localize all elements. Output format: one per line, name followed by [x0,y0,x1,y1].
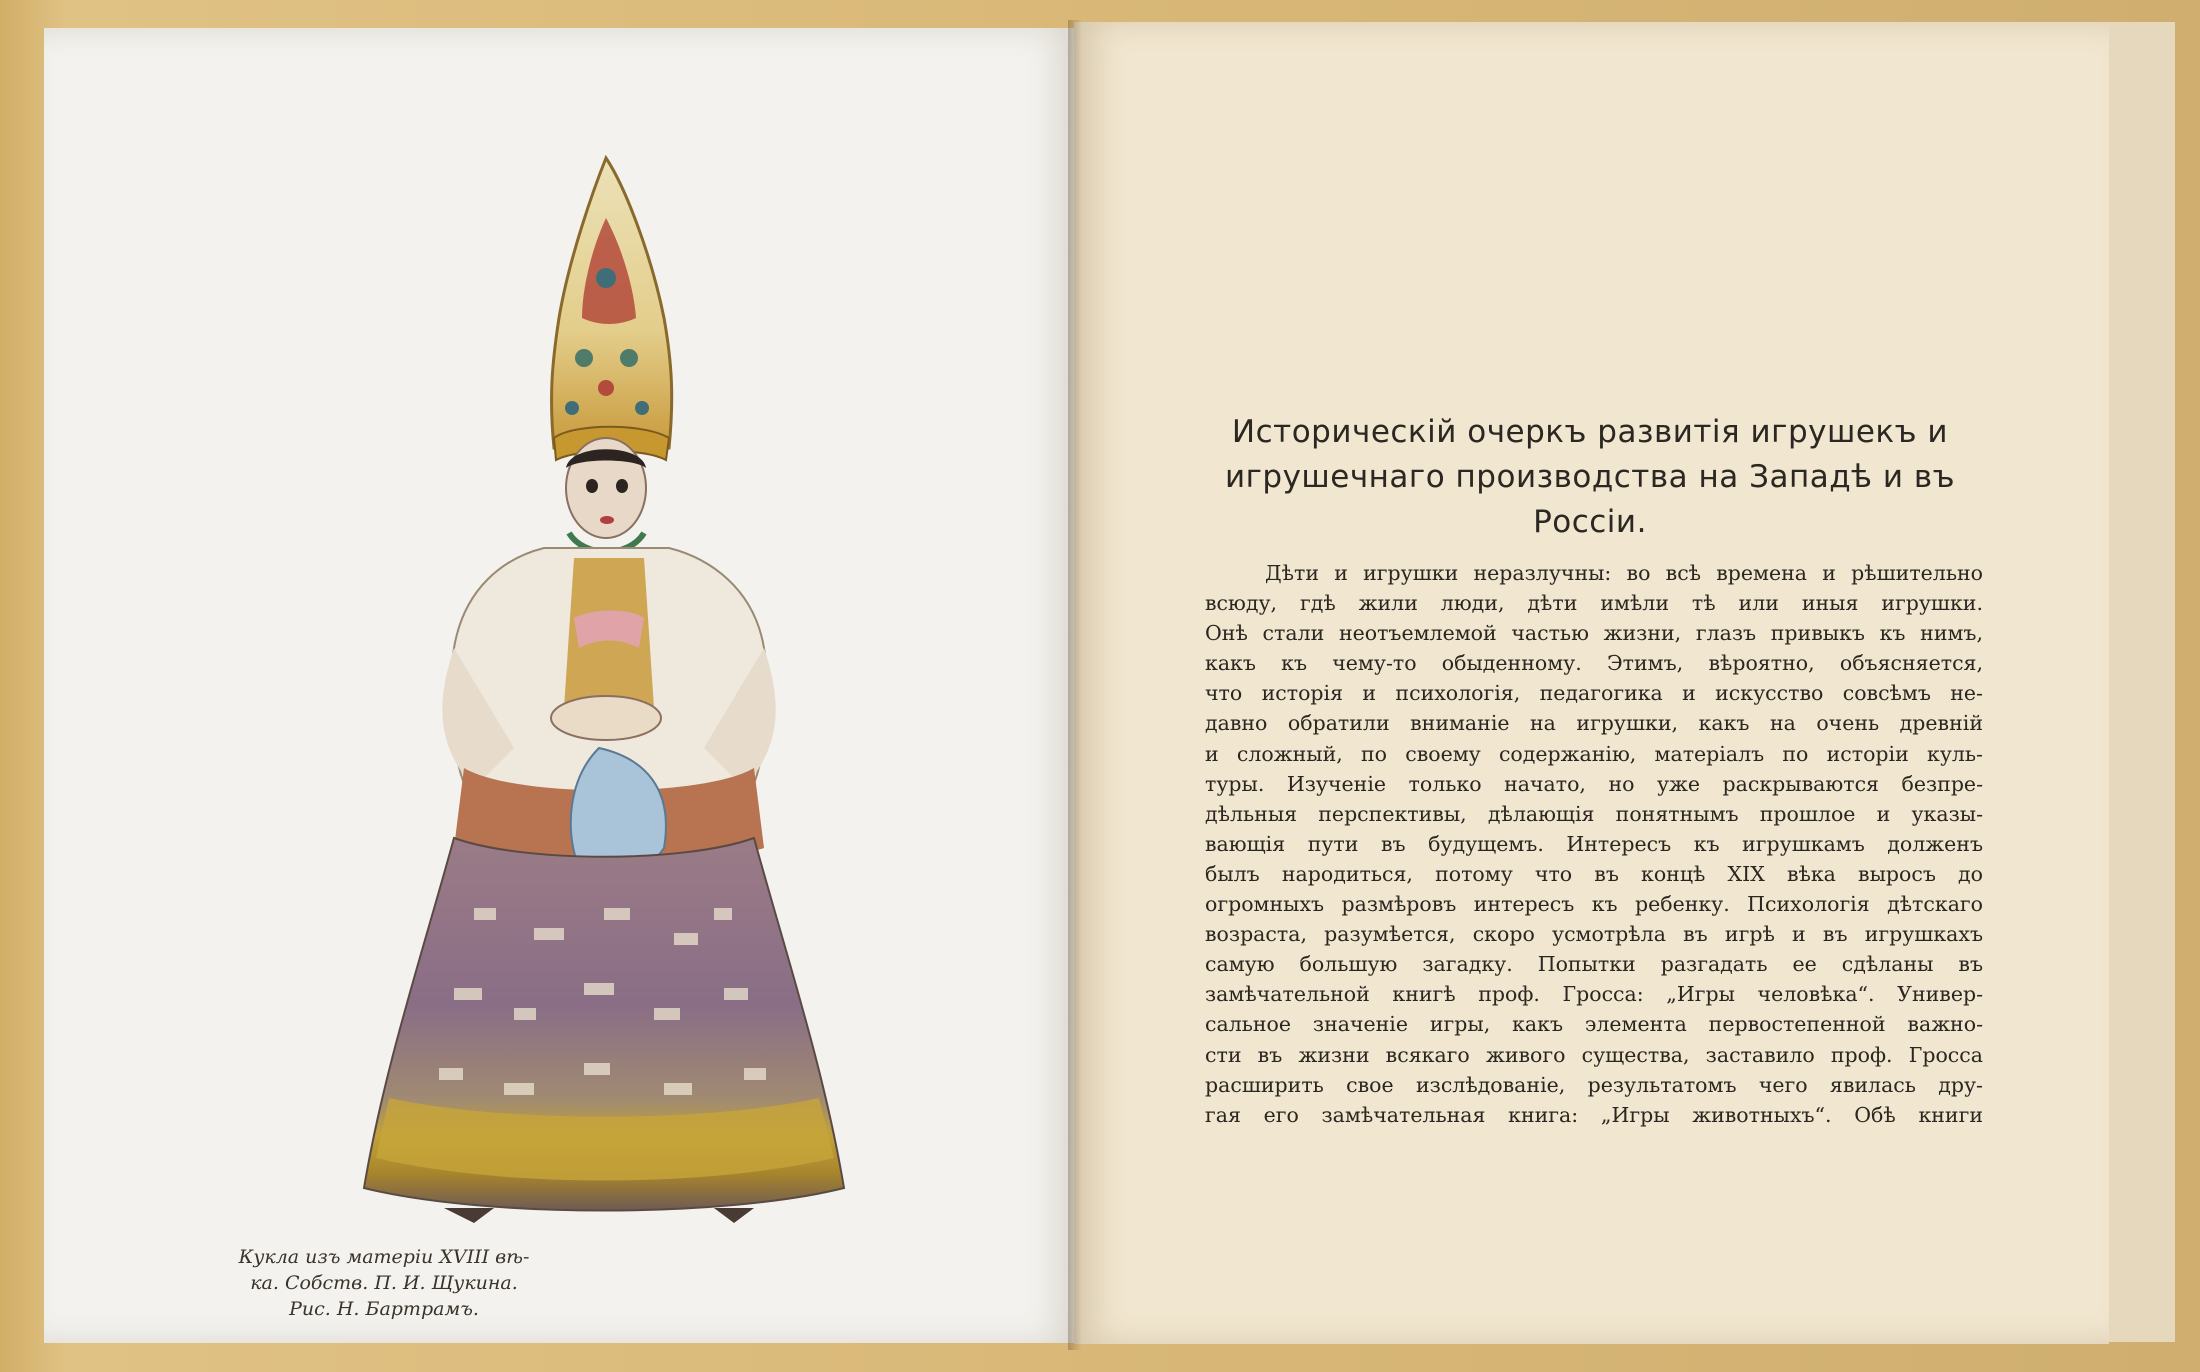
doll-illustration [344,148,864,1228]
text-line: гая его замѣчательная книга: „Игры животныхъ“. Обѣ книги [1205,1102,1983,1127]
text-line: всюду, гдѣ жили люди, дѣти имѣли тѣ или иныя игрушки. [1205,591,1983,616]
title-line: Историческій очеркъ развитія игрушекъ и [1231,414,1949,450]
text-line: туры. Изученіе только начато, но уже раскрываются безпре- [1205,771,1983,796]
left-page [44,28,1074,1343]
text-line: и сложный, по своему содержанію, матеріалъ по исторіи куль- [1205,741,1983,766]
illustration-caption [194,1244,574,1322]
book-gutter [1068,20,1082,1350]
text-line: замѣчательной книгѣ проф. Гросса: „Игры человѣка“. Универ- [1205,982,1983,1007]
text-line: самую большую загадку. Попытки разгадать ее сдѣланы въ [1205,952,1983,977]
chapter-title [1195,410,1985,545]
text-line: сальное значеніе игры, какъ элемента первостепенной важно- [1205,1012,1983,1037]
text-line: вающія пути въ будущемъ. Интересъ къ игрушкамъ долженъ [1205,831,1983,856]
text-line: огромныхъ размѣровъ интересъ къ ребенку. Психологія дѣтскаго [1205,892,1983,917]
text-line: Онѣ стали неотъемлемой частью жизни, глазъ привыкъ къ нимъ, [1205,621,1983,646]
text-line: былъ народиться, потому что въ концѣ XIX вѣка выросъ до [1205,861,1983,886]
text-line: расширить свое изслѣдованіе, результатомъ чего явилась дру- [1205,1072,1983,1097]
body-text [1205,558,1983,1130]
text-line: что исторія и психологія, педагогика и искусство совсѣмъ не- [1205,681,1983,706]
text-line: какъ къ чему-то обыденному. Этимъ, вѣроятно, объясняется, [1205,651,1983,676]
caption-line: ка. Собств. П. И. Щукина. [250,1272,518,1294]
text-line: давно обратили вниманіе на игрушки, какъ на очень древній [1205,711,1983,736]
caption-line: Кукла изъ матеріи XVIII вѣ- [238,1246,530,1268]
caption-line: Рис. Н. Бартрамъ. [289,1298,479,1320]
text-line: сти въ жизни всякаго живого существа, заставило проф. Гросса [1205,1042,1983,1067]
text-line: Дѣти и игрушки неразлучны: во всѣ времена и рѣшительно [1265,561,1983,585]
title-line: игрушечнаго производства на Западѣ и въ [1224,459,1956,495]
title-line: Россіи. [1533,504,1647,540]
text-line: возраста, разумѣется, скоро усмотрѣла въ игрѣ и въ игрушкахъ [1205,922,1983,947]
text-line: дѣльныя перспективы, дѣлающія понятнымъ прошлое и указы- [1205,801,1983,826]
